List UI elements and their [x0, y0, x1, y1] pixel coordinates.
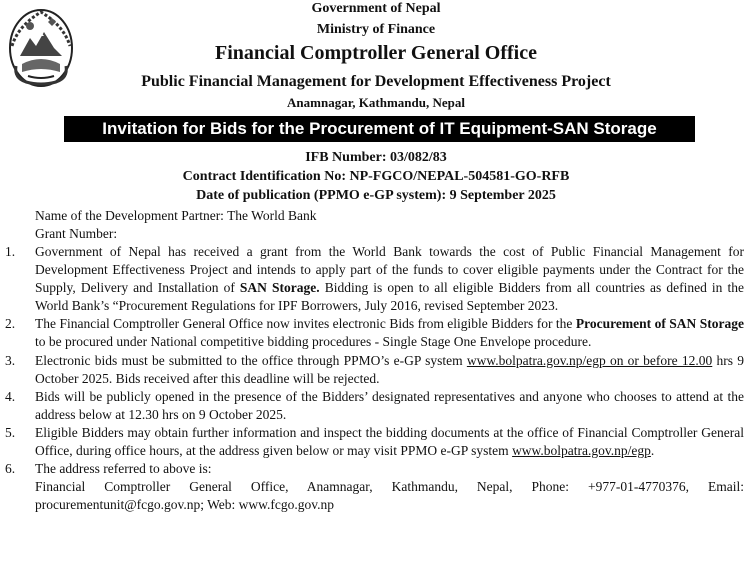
office-heading: Financial Comptroller General Office — [215, 42, 537, 64]
publication-date: Date of publication (PPMO e-GP system): 9 September 2025 — [196, 188, 556, 203]
egp-link[interactable]: www.bolpatra.gov.np/egp on or before 12.00 — [466, 352, 713, 368]
bid-items-list — [0, 243, 752, 514]
ifb-number: IFB Number: 03/082/83 — [305, 150, 447, 165]
list-item: 2. The Financial Comptroller General Office now invites electronic Bids from eligible Bidders for the Procurement of SAN Storage to be procured under National competitive bidding procedures - Single Stage One Envelope procedure. — [5, 316, 744, 350]
title-banner: Invitation for Bids for the Procurement of IT Equipment-SAN Storage — [64, 116, 695, 142]
list-item: 1. Government of Nepal has received a grant from the World Bank towards the cost of Public Financial Management for Development Effectiveness Project and intends to apply part of the funds to cover eligible payments under the Contract for the Supply, Delivery and Installation of SAN Storage. Bidding is open to all eligible Bidders from all countries as defined in the World Bank’s “Procurement Regulations for IPF Borrowers, July 2016, revised September 2023. — [5, 244, 745, 314]
address-heading: Anamnagar, Kathmandu, Nepal — [287, 95, 465, 110]
list-item: 6. The address referred to above is: Financial Comptroller General Office, Anamnagar, Kathmandu, Nepal, Phone: +977-01-4770376, Email: procurementunit@fcgo.gov.np; Web: www.fcgo.gov.np — [0, 460, 752, 514]
grant-number: Grant Number: — [35, 226, 118, 241]
contact-address: Financial Comptroller General Office, Anamnagar, Kathmandu, Nepal, Phone: +977-01-4770376, Email: procurementunit@fcgo.gov.np; Web: www.fcgo.gov.np — [35, 479, 744, 513]
list-item: 3. Electronic bids must be submitted to the office through PPMO’s e-GP system www.bolpatra.gov.np/egp on or before 12.00 hrs 9 October 2025. Bids received after this deadline will be rejected. — [5, 352, 744, 386]
list-item: 4. Bids will be publicly opened in the presence of the Bidders’ designated representatives and anyone who chooses to attend at the address below at 12.30 hrs on 9 October 2025. — [5, 388, 744, 422]
development-partner: Name of the Development Partner: The World Bank — [35, 208, 317, 223]
egp-link[interactable]: www.bolpatra.gov.np/egp — [512, 443, 651, 459]
government-heading: Government of Nepal — [311, 1, 441, 16]
contract-id: Contract Identification No: NP-FGCO/NEPAL-504581-GO-RFB — [182, 169, 570, 184]
list-item: 5. Eligible Bidders may obtain further information and inspect the bidding documents at the office of Financial Comptroller General Office, during office hours, at the address given below or may visit PPMO e-GP system www.bolpatra.gov.np/egp. — [5, 424, 744, 459]
ministry-heading: Ministry of Finance — [316, 22, 436, 37]
project-heading: Public Financial Management for Development Effectiveness Project — [141, 73, 611, 90]
